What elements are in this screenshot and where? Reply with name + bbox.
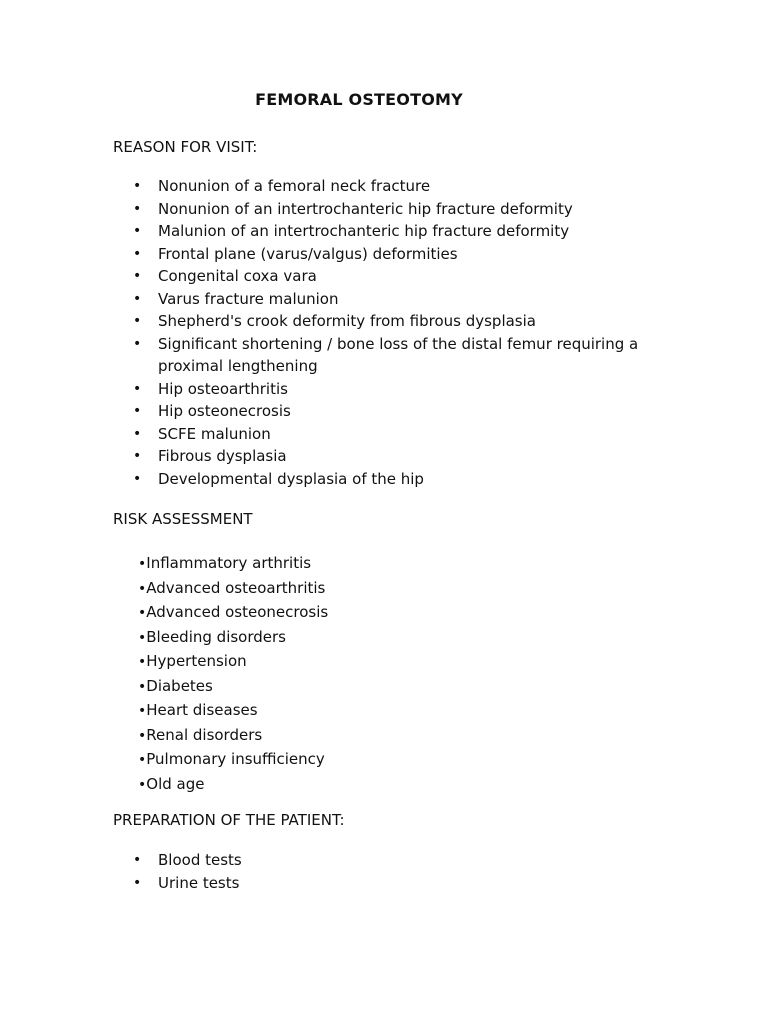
- list-item: • Urine tests: [113, 872, 673, 895]
- list-item: •Advanced osteoarthritis: [138, 578, 326, 597]
- list-item: • Varus fracture malunion: [113, 288, 673, 311]
- risk-assessment-heading: RISK ASSESSMENT: [113, 510, 253, 528]
- list-item: •Hypertension: [138, 652, 247, 670]
- list-item: •Old age: [138, 774, 205, 793]
- list-item: • Nonunion of an intertrochanteric hip fracture deformity: [113, 198, 673, 221]
- list-item: • Hip osteoarthritis: [113, 378, 673, 401]
- list-item: •Inflammatory arthritis: [138, 554, 312, 572]
- list-item: • Nonunion of a femoral neck fracture: [113, 175, 673, 198]
- risk-assessment-list: [138, 552, 328, 797]
- list-item: • Frontal plane (varus/valgus) deformities: [113, 243, 673, 266]
- list-item: • Hip osteonecrosis: [113, 400, 673, 423]
- list-item: • Shepherd's crook deformity from fibrous dysplasia: [113, 310, 673, 333]
- list-item: •Advanced osteonecrosis: [138, 603, 329, 621]
- list-item: • Blood tests: [113, 849, 673, 872]
- list-item: • Significant shortening / bone loss of the distal femur requiring a proximal lengthening: [113, 333, 673, 378]
- list-item: • Fibrous dysplasia: [113, 445, 673, 468]
- list-item: • SCFE malunion: [113, 423, 673, 446]
- list-item: • Developmental dysplasia of the hip: [113, 468, 673, 491]
- list-item: •Diabetes: [138, 676, 213, 695]
- reason-for-visit-heading: REASON FOR VISIT:: [113, 138, 258, 156]
- preparation-list: [113, 849, 673, 894]
- reason-for-visit-list: [113, 175, 673, 490]
- list-item: • Malunion of an intertrochanteric hip fracture deformity: [113, 220, 673, 243]
- list-item: •Renal disorders: [138, 725, 263, 744]
- preparation-heading: PREPARATION OF THE PATIENT:: [113, 811, 345, 829]
- list-item: • Congenital coxa vara: [113, 265, 673, 288]
- list-item: •Heart diseases: [138, 701, 258, 719]
- list-item: •Pulmonary insufficiency: [138, 750, 325, 768]
- list-item: •Bleeding disorders: [138, 627, 286, 646]
- page-title: FEMORAL OSTEOTOMY: [255, 90, 463, 109]
